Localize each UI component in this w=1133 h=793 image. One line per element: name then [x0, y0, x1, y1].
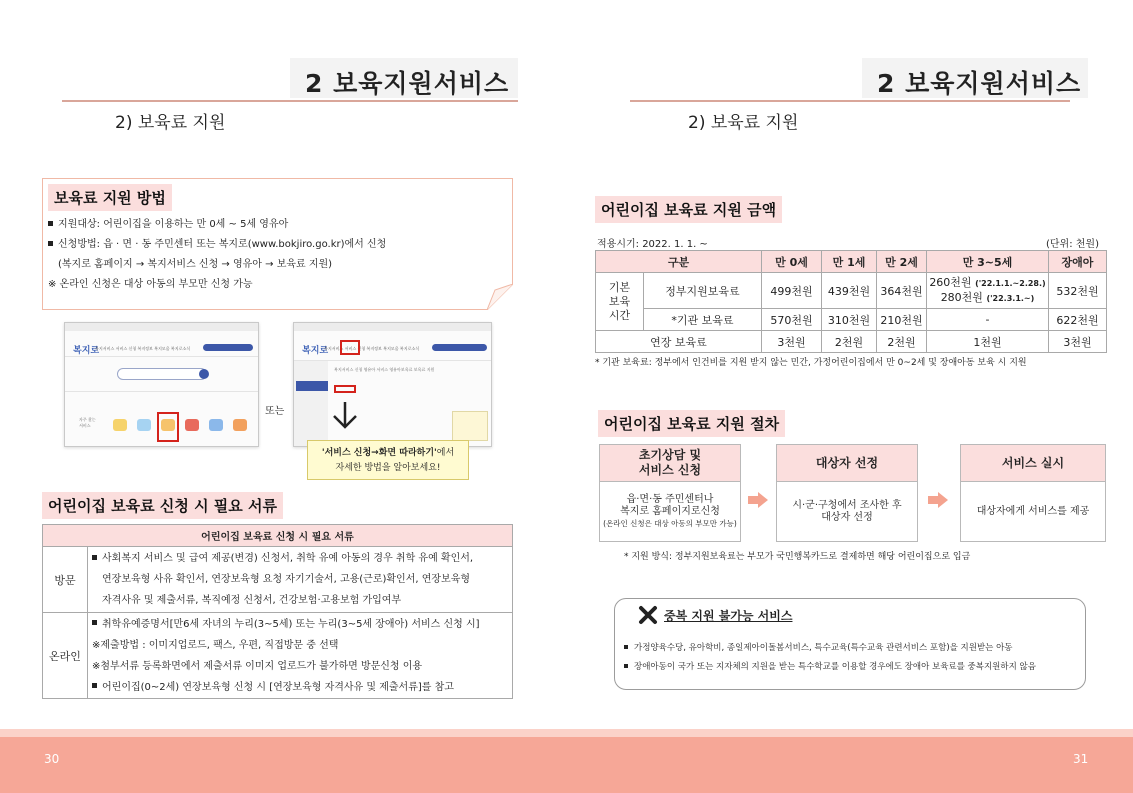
- bokjiro-menu-screenshot: 복지로 복지서비스 서비스 신청 복지정보 복지모음 복지로소식 복지서비스 신청 영유아 서비스 영유아보육료 보육료 지원: [293, 322, 492, 447]
- step2-body: 시·군·구청에서 조사한 후 대상자 선정: [776, 482, 918, 542]
- duplicate-line-1: 가정양육수당, 유아학비, 종일제아이돌봄서비스, 특수교육(특수교육 관련서비스 포함)을 지원받는 아동: [624, 641, 1013, 653]
- menu-highlight: [340, 340, 360, 355]
- bullet-icon: [92, 683, 97, 688]
- page-number-right: 31: [1073, 752, 1089, 766]
- gov-age0: 499천원: [762, 273, 822, 309]
- col-category: 구분: [596, 251, 762, 273]
- callout-tail: 에서: [436, 448, 455, 458]
- step3-body: 대상자에게 서비스를 제공: [960, 482, 1106, 542]
- inst-age35: -: [927, 309, 1049, 331]
- gov-age35: 260천원 ('22.1.1.~2.28.) 280천원 ('22.3.1.~): [927, 273, 1049, 309]
- fee-applied-date: 적용시기: 2022. 1. 1. ~: [597, 239, 708, 250]
- inst-age1: 310천원: [822, 309, 877, 331]
- highlight-box: [157, 412, 179, 442]
- method-line-target: 지원대상: 어린이집을 이용하는 만 0세 ~ 5세 영유아: [48, 214, 288, 235]
- docs-heading: 어린이집 보육료 신청 시 필요 서류: [42, 492, 283, 519]
- right-section-title: 2 보육지원서비스: [877, 69, 1082, 98]
- fee-table: [595, 250, 1107, 353]
- footer-band: [0, 737, 1133, 793]
- bullet-icon: [48, 241, 53, 246]
- docs-table-header: 어린이집 보육료 신청 시 필요 서류: [43, 525, 513, 547]
- callout-emphasis: '서비스 신청→화면 따라하기': [321, 448, 437, 458]
- inst-disabled: 622천원: [1049, 309, 1107, 331]
- col-age0: 만 0세: [762, 251, 822, 273]
- or-label: 또는: [265, 406, 285, 417]
- ext-age35: 1천원: [927, 331, 1049, 353]
- right-header-rule: [630, 100, 1070, 102]
- row-gov-label: 정부지원보육료: [644, 273, 762, 309]
- ext-age1: 2천원: [822, 331, 877, 353]
- visit-docs-cell: 사회복지 서비스 및 급여 제공(변경) 신청서, 취학 유예 아동의 경우 취학 유예 확인서, 연장보육형 사유 확인서, 연장보육형 요청 자기기술서, 고용(근로)확인서, 연장보육형 자격사유 및 제출서류, 복직예정 신청서, 건강보험·고용보험 가입여부: [88, 547, 513, 613]
- inst-age2: 210천원: [877, 309, 927, 331]
- right-subtitle: 2) 보육료 지원: [688, 113, 799, 133]
- page-fold-icon: [487, 284, 513, 310]
- bullet-icon: [624, 664, 628, 668]
- bokjiro-logo: 복지로: [302, 346, 329, 356]
- bullet-icon: [624, 645, 628, 649]
- gov-disabled: 532천원: [1049, 273, 1107, 309]
- bokjiro-home-screenshot: 복지로 복지서비스 서비스 신청 복지정보 복지모음 복지로소식 자주 찾는 서비스: [64, 322, 259, 447]
- page-number-left: 30: [44, 752, 60, 766]
- basic-hours-label: 기본 보육 시간: [596, 273, 644, 331]
- cross-icon: [638, 605, 658, 625]
- step-arrow-icon: [748, 492, 768, 508]
- guide-callout: [307, 440, 469, 480]
- col-age2: 만 2세: [877, 251, 927, 273]
- method-line-apply: 신청방법: 읍 · 면 · 동 주민센터 또는 복지로(www.bokjiro.go.kr)에서 신청: [48, 234, 386, 255]
- fee-note: * 기관 보육료: 정부에서 인건비를 지원 받지 않는 민간, 가정어린이집에서 만 0~2세 및 장애아동 보육 시 지원: [595, 358, 1027, 368]
- ext-age2: 2천원: [877, 331, 927, 353]
- row-ext-label: 연장 보육료: [596, 331, 762, 353]
- online-label: 온라인: [43, 613, 88, 699]
- bullet-icon: [92, 620, 97, 625]
- col-disabled: 장애아: [1049, 251, 1107, 273]
- bullet-icon: [48, 221, 53, 226]
- step2-title: 대상자 선정: [776, 444, 918, 482]
- fee-unit: (단위: 천원): [1046, 239, 1099, 250]
- method-line-path: (복지로 홈페이지 → 복지서비스 신청 → 영유아 → 보육료 지원): [58, 259, 333, 270]
- footer-stripe: [0, 729, 1133, 737]
- fee-heading: 어린이집 보육료 지원 금액: [595, 196, 782, 223]
- procedure-note: * 지원 방식: 정부지원보육료는 부모가 국민행복카드로 결제하면 해당 어린이집으로 입금: [624, 552, 971, 562]
- procedure-heading: 어린이집 보육료 지원 절차: [598, 410, 785, 437]
- method-heading: 보육료 지원 방법: [48, 184, 172, 211]
- docs-table: [42, 524, 513, 699]
- gov-age2: 364천원: [877, 273, 927, 309]
- row-inst-label: *기관 보육료: [644, 309, 762, 331]
- bullet-icon: [92, 555, 97, 560]
- method-line-note: ※ 온라인 신청은 대상 아동의 부모만 신청 가능: [48, 279, 253, 290]
- visit-label: 방문: [43, 547, 88, 613]
- bokjiro-logo: 복지로: [73, 346, 100, 356]
- step1-title: 초기상담 및 서비스 신청: [599, 444, 741, 482]
- ext-age0: 3천원: [762, 331, 822, 353]
- step1-body: 읍·면·동 주민센터나 복지로 홈페이지로신청 (온라인 신청은 대상 아동의 부모만 가능): [599, 482, 741, 542]
- ext-disabled: 3천원: [1049, 331, 1107, 353]
- inst-age0: 570천원: [762, 309, 822, 331]
- down-arrow-icon: [332, 400, 358, 430]
- gov-age1: 439천원: [822, 273, 877, 309]
- duplicate-title: 중복 지원 불가능 서비스: [664, 609, 793, 623]
- step-arrow-icon: [928, 492, 948, 508]
- callout-line2: 자세한 방법을 알아보세요!: [335, 463, 441, 473]
- submenu-highlight: [334, 385, 356, 393]
- online-docs-cell: 취학유예증명서[만6세 자녀의 누리(3~5세) 또는 누리(3~5세 장애아) 서비스 신청 시] ※제출방법 : 이미지업로드, 팩스, 우편, 직접방문 중 선택 ※첨부서류 등록화면에서 제출서류 이미지 업로드가 불가하면 방문신청 이용 어린이집(0~2세) 연장보육형 신청 시 [연장보육형 자격사유 및 제출서류]를 참고: [88, 613, 513, 699]
- left-header-rule: [62, 100, 518, 102]
- left-section-title: 2 보육지원서비스: [305, 69, 510, 98]
- col-age35: 만 3~5세: [927, 251, 1049, 273]
- left-subtitle: 2) 보육료 지원: [115, 113, 226, 133]
- step3-title: 서비스 실시: [960, 444, 1106, 482]
- col-age1: 만 1세: [822, 251, 877, 273]
- duplicate-line-2: 장애아동이 국가 또는 지자체의 지원을 받는 특수학교를 이용할 경우에도 장애아 보육료를 중복지원하지 않음: [624, 660, 1036, 672]
